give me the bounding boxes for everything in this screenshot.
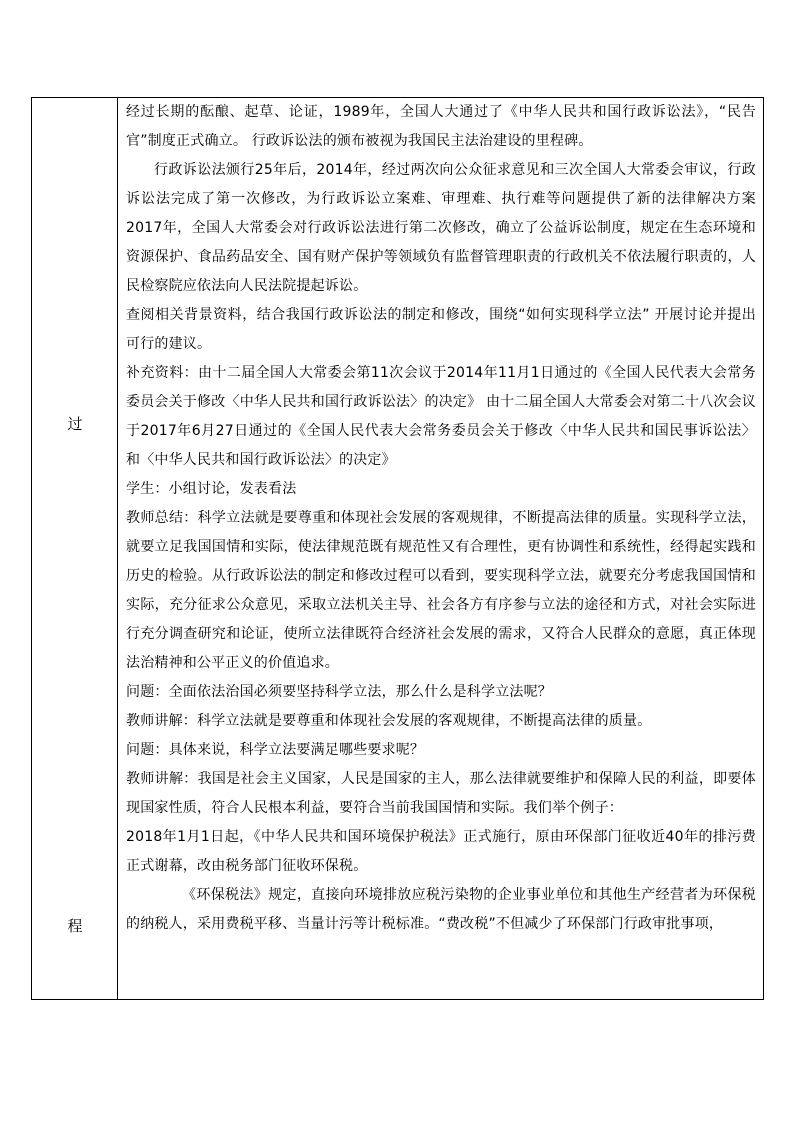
paragraph-question-2: 问题：具体来说，科学立法要满足哪些要求呢？ <box>126 742 425 758</box>
stage-label-guo: 过 <box>67 415 83 433</box>
paragraph-task: 查阅相关背景资料，结合我国行政诉讼法的制定和修改，围绕“如何实现科学立法” 开展讨论并提出可行的建议。 <box>126 307 756 352</box>
paragraph-example-2018: 2018年1月1日起，《中华人民共和国环境保护税法》正式施行，原由环保部门征收近40年的排污费正式谢幕，改由税务部门征收环保税。 <box>126 829 756 874</box>
lesson-content <box>126 98 756 939</box>
stage-column <box>32 98 118 999</box>
paragraph-env-tax-law: 《环保税法》规定，直接向环境排放应税污染物的企业事业单位和其他生产经营者为环保税的纳税人，采用费税平移、当量计污等计税标准。“费改税”不但减少了环保部门行政审批事项， <box>126 887 756 932</box>
lesson-table <box>31 97 764 1000</box>
paragraph-teacher-summary: 教师总结：科学立法就是要尊重和体现社会发展的客观规律，不断提高法律的质量。实现科学立法，就要立足我国国情和实际，使法律规范既有规范性又有合理性，更有协调性和系统性，经得起实践和历史的检验。从行政诉讼法的制定和修改过程可以看到，要实现科学立法，就要充分考虑我国国情和实际，充分征求公众意见，采取立法机关主导、社会各方有序参与立法的途径和方式，对社会实际进行充分调查研究和论证，使所立法律既符合经济社会发展的需求，又符合人民群众的意愿，真正体现法治精神和公平正义的价值追求。 <box>126 510 756 671</box>
paragraph-question-1: 问题：全面依法治国必须要坚持科学立法，那么什么是科学立法呢？ <box>126 684 552 700</box>
paragraph-history-1989: 经过长期的酝酿、起草、论证，1989年，全国人大通过了《中华人民共和国行政诉讼法》，“民告官”制度正式确立。 行政诉讼法的颁布被视为我国民主法治建设的里程碑。 <box>126 104 756 149</box>
paragraph-teacher-explain-2: 教师讲解：我国是社会主义国家，人民是国家的主人，那么法律就要维护和保障人民的利益，即要体现国家性质，符合人民根本利益，要符合当前我国国情和实际。我们举个例子： <box>126 771 756 816</box>
stage-label-cheng: 程 <box>67 917 83 935</box>
paragraph-revisions: 行政诉讼法颁行25年后，2014年，经过两次向公众征求意见和三次全国人大常委会审议，行政诉讼法完成了第一次修改，为行政诉讼立案难、审理难、执行难等问题提供了新的法律解决方案2017年，全国人大常委会对行政诉讼法进行第二次修改，确立了公益诉讼制度，规定在生态环境和资源保护、食品药品安全、国有财产保护等领域负有监督管理职责的行政机关不依法履行职责的，人民检察院应依法向人民法院提起诉讼。 <box>126 162 756 294</box>
paragraph-student: 学生：小组讨论，发表看法 <box>126 481 297 497</box>
paragraph-teacher-explain-1: 教师讲解：科学立法就是要尊重和体现社会发展的客观规律，不断提高法律的质量。 <box>126 713 652 729</box>
paragraph-supplementary: 补充资料：由十二届全国人大常委会第11次会议于2014年11月1日通过的《全国人民代表大会常务委员会关于修改〈中华人民共和国行政诉讼法〉的决定》 由十二届全国人大常委会对第二十八次会议于2017年6月27日通过的《全国人民代表大会常务委员会关于修改〈中华人民共和国民事诉讼法〉和〈中华人民共和国行政诉讼法〉的决定》 <box>126 365 756 468</box>
